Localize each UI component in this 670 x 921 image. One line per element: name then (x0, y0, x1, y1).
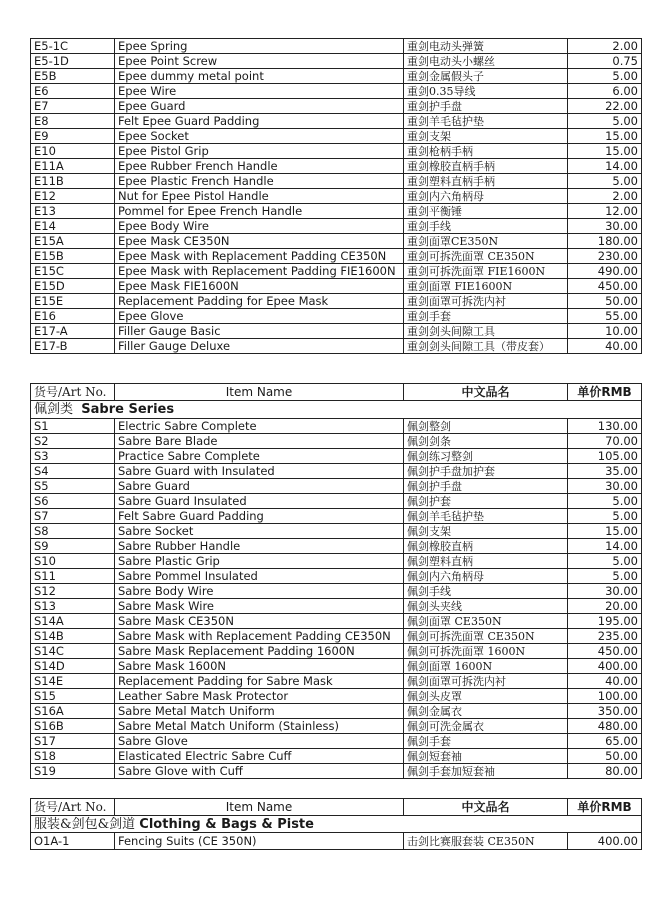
table-row (31, 84, 642, 99)
sabre-price-table (30, 383, 642, 779)
table-row (31, 39, 642, 54)
cell-item-name: Sabre Metal Match Uniform (115, 704, 404, 719)
cell-chinese-name: 重剑手线 (404, 219, 568, 234)
cell-unit-price: 350.00 (568, 704, 642, 719)
cell-unit-price: 55.00 (568, 309, 642, 324)
cell-unit-price: 15.00 (568, 144, 642, 159)
cell-unit-price: 450.00 (568, 279, 642, 294)
cell-chinese-name: 佩剑羊毛毡护垫 (404, 509, 568, 524)
table-row (31, 144, 642, 159)
cell-chinese-name: 佩剑面罩 1600N (404, 659, 568, 674)
cell-art-no: S9 (31, 539, 115, 554)
cell-unit-price: 235.00 (568, 629, 642, 644)
section-title-sabre (31, 401, 642, 419)
table-header-row (31, 799, 642, 816)
cell-item-name: Epee Rubber French Handle (115, 159, 404, 174)
cell-item-name: Sabre Mask Wire (115, 599, 404, 614)
cell-chinese-name: 重剑电动头弹簧 (404, 39, 568, 54)
cell-unit-price: 40.00 (568, 674, 642, 689)
cell-item-name: Sabre Socket (115, 524, 404, 539)
cell-unit-price: 10.00 (568, 324, 642, 339)
cell-art-no: E10 (31, 144, 115, 159)
table-row (31, 114, 642, 129)
cell-unit-price: 12.00 (568, 204, 642, 219)
cell-item-name: Nut for Epee Pistol Handle (115, 189, 404, 204)
cell-art-no: S13 (31, 599, 115, 614)
cell-unit-price: 230.00 (568, 249, 642, 264)
cell-chinese-name: 佩剑可拆洗面罩 CE350N (404, 629, 568, 644)
cell-art-no: S5 (31, 479, 115, 494)
table-row (31, 629, 642, 644)
cell-unit-price: 5.00 (568, 569, 642, 584)
cell-chinese-name: 佩剑手套加短套袖 (404, 764, 568, 779)
cell-item-name: Sabre Bare Blade (115, 434, 404, 449)
table-row (31, 659, 642, 674)
cell-unit-price: 50.00 (568, 294, 642, 309)
cell-art-no: E14 (31, 219, 115, 234)
cell-item-name: Felt Sabre Guard Padding (115, 509, 404, 524)
table-row (31, 704, 642, 719)
cell-item-name: Epee Spring (115, 39, 404, 54)
cell-item-name: Epee Guard (115, 99, 404, 114)
cell-art-no: E17-B (31, 339, 115, 354)
cell-art-no: S14D (31, 659, 115, 674)
cell-item-name: Fencing Suits (CE 350N) (115, 833, 404, 850)
cell-item-name: Pommel for Epee French Handle (115, 204, 404, 219)
header-unit-price: 单价RMB (568, 384, 642, 401)
section-title-en: Sabre Series (81, 402, 175, 417)
table-row (31, 494, 642, 509)
cell-art-no: S17 (31, 734, 115, 749)
cell-item-name: Sabre Mask with Replacement Padding CE350N (115, 629, 404, 644)
cell-item-name: Epee Point Screw (115, 54, 404, 69)
table-row (31, 264, 642, 279)
cell-unit-price: 130.00 (568, 419, 642, 434)
table-row (31, 69, 642, 84)
cell-art-no: O1A-1 (31, 833, 115, 850)
cell-item-name: Epee Socket (115, 129, 404, 144)
cell-chinese-name: 重剑枪柄手柄 (404, 144, 568, 159)
cell-item-name: Epee Glove (115, 309, 404, 324)
cell-chinese-name: 重剑平衡锤 (404, 204, 568, 219)
cell-unit-price: 2.00 (568, 189, 642, 204)
cell-chinese-name: 佩剑手线 (404, 584, 568, 599)
section-title-row (31, 816, 642, 833)
cell-art-no: E15D (31, 279, 115, 294)
cell-art-no: E16 (31, 309, 115, 324)
table-row (31, 449, 642, 464)
cell-unit-price: 480.00 (568, 719, 642, 734)
cell-item-name: Replacement Padding for Sabre Mask (115, 674, 404, 689)
cell-art-no: E5B (31, 69, 115, 84)
cell-art-no: E5-1C (31, 39, 115, 54)
cell-chinese-name: 重剑内六角柄母 (404, 189, 568, 204)
cell-unit-price: 5.00 (568, 174, 642, 189)
cell-unit-price: 5.00 (568, 494, 642, 509)
cell-chinese-name: 重剑护手盘 (404, 99, 568, 114)
cell-item-name: Sabre Mask 1600N (115, 659, 404, 674)
section-title-zh: 佩剑类 (34, 402, 74, 417)
cell-chinese-name: 佩剑面罩可拆洗内衬 (404, 674, 568, 689)
table-row (31, 219, 642, 234)
cell-unit-price: 20.00 (568, 599, 642, 614)
header-unit-price: 单价RMB (568, 799, 642, 816)
cell-art-no: S4 (31, 464, 115, 479)
cell-art-no: S15 (31, 689, 115, 704)
cell-chinese-name: 重剑橡胶直柄手柄 (404, 159, 568, 174)
cell-art-no: E15C (31, 264, 115, 279)
cell-unit-price: 6.00 (568, 84, 642, 99)
cell-unit-price: 22.00 (568, 99, 642, 114)
cell-unit-price: 450.00 (568, 644, 642, 659)
cell-item-name: Sabre Guard Insulated (115, 494, 404, 509)
cell-art-no: S1 (31, 419, 115, 434)
cell-unit-price: 65.00 (568, 734, 642, 749)
cell-chinese-name: 重剑金属假头子 (404, 69, 568, 84)
cell-item-name: Epee Mask FIE1600N (115, 279, 404, 294)
cell-chinese-name: 佩剑橡胶直柄 (404, 539, 568, 554)
cell-art-no: S10 (31, 554, 115, 569)
cell-item-name: Electric Sabre Complete (115, 419, 404, 434)
table-row (31, 614, 642, 629)
cell-unit-price: 2.00 (568, 39, 642, 54)
cell-item-name: Sabre Body Wire (115, 584, 404, 599)
clothing-rows (31, 799, 642, 850)
cell-item-name: Sabre Pommel Insulated (115, 569, 404, 584)
cell-item-name: Sabre Rubber Handle (115, 539, 404, 554)
table-row (31, 309, 642, 324)
cell-chinese-name: 重剑支架 (404, 129, 568, 144)
cell-chinese-name: 重剑面罩可拆洗内衬 (404, 294, 568, 309)
cell-chinese-name: 重剑可拆洗面罩 CE350N (404, 249, 568, 264)
cell-chinese-name: 佩剑内六角柄母 (404, 569, 568, 584)
table-row (31, 734, 642, 749)
cell-art-no: S19 (31, 764, 115, 779)
cell-art-no: E11B (31, 174, 115, 189)
cell-unit-price: 30.00 (568, 219, 642, 234)
cell-chinese-name: 佩剑支架 (404, 524, 568, 539)
cell-art-no: S14B (31, 629, 115, 644)
cell-art-no: S18 (31, 749, 115, 764)
cell-art-no: E7 (31, 99, 115, 114)
sabre-rows (31, 384, 642, 779)
cell-chinese-name: 重剑可拆洗面罩 FIE1600N (404, 264, 568, 279)
cell-chinese-name: 佩剑头皮罩 (404, 689, 568, 704)
cell-item-name: Epee dummy metal point (115, 69, 404, 84)
cell-chinese-name: 佩剑头夹线 (404, 599, 568, 614)
cell-art-no: E9 (31, 129, 115, 144)
table-row (31, 689, 642, 704)
cell-item-name: Filler Gauge Deluxe (115, 339, 404, 354)
cell-art-no: E8 (31, 114, 115, 129)
table-row (31, 599, 642, 614)
cell-chinese-name: 佩剑金属衣 (404, 704, 568, 719)
table-row (31, 833, 642, 850)
cell-item-name: Practice Sabre Complete (115, 449, 404, 464)
cell-item-name: Sabre Mask CE350N (115, 614, 404, 629)
cell-chinese-name: 佩剑可拆洗面罩 1600N (404, 644, 568, 659)
cell-item-name: Felt Epee Guard Padding (115, 114, 404, 129)
cell-art-no: S14C (31, 644, 115, 659)
cell-art-no: S6 (31, 494, 115, 509)
section-title-clothing (31, 816, 642, 833)
cell-item-name: Epee Mask CE350N (115, 234, 404, 249)
cell-item-name: Sabre Guard (115, 479, 404, 494)
cell-chinese-name: 佩剑练习整剑 (404, 449, 568, 464)
cell-chinese-name: 重剑手套 (404, 309, 568, 324)
table-row (31, 434, 642, 449)
cell-unit-price: 80.00 (568, 764, 642, 779)
cell-unit-price: 400.00 (568, 659, 642, 674)
cell-chinese-name: 重剑电动头小螺丝 (404, 54, 568, 69)
cell-item-name: Replacement Padding for Epee Mask (115, 294, 404, 309)
table-row (31, 419, 642, 434)
cell-unit-price: 15.00 (568, 129, 642, 144)
cell-chinese-name: 佩剑剑条 (404, 434, 568, 449)
table-row (31, 189, 642, 204)
table-row (31, 174, 642, 189)
table-row (31, 554, 642, 569)
cell-unit-price: 30.00 (568, 479, 642, 494)
section-title-zh: 服装&剑包&剑道 (34, 816, 136, 832)
cell-unit-price: 100.00 (568, 689, 642, 704)
cell-unit-price: 5.00 (568, 114, 642, 129)
cell-unit-price: 35.00 (568, 464, 642, 479)
header-chinese-name: 中文品名 (404, 384, 568, 401)
table-row (31, 749, 642, 764)
table-row (31, 644, 642, 659)
cell-art-no: E11A (31, 159, 115, 174)
cell-unit-price: 15.00 (568, 524, 642, 539)
cell-art-no: S12 (31, 584, 115, 599)
cell-art-no: S7 (31, 509, 115, 524)
cell-unit-price: 5.00 (568, 554, 642, 569)
cell-chinese-name: 重剑面罩 FIE1600N (404, 279, 568, 294)
table-row (31, 54, 642, 69)
cell-item-name: Sabre Glove with Cuff (115, 764, 404, 779)
cell-item-name: Epee Mask with Replacement Padding FIE1600N (115, 264, 404, 279)
cell-item-name: Sabre Guard with Insulated (115, 464, 404, 479)
cell-item-name: Epee Plastic French Handle (115, 174, 404, 189)
cell-item-name: Sabre Metal Match Uniform (Stainless) (115, 719, 404, 734)
table-row (31, 464, 642, 479)
cell-art-no: E12 (31, 189, 115, 204)
cell-unit-price: 400.00 (568, 833, 642, 850)
table-row (31, 99, 642, 114)
cell-chinese-name: 佩剑短套袖 (404, 749, 568, 764)
table-row (31, 249, 642, 264)
table-row (31, 339, 642, 354)
table-row (31, 234, 642, 249)
cell-unit-price: 14.00 (568, 159, 642, 174)
cell-item-name: Leather Sabre Mask Protector (115, 689, 404, 704)
cell-chinese-name: 重剑剑头间隙工具 (404, 324, 568, 339)
table-row (31, 539, 642, 554)
cell-art-no: S2 (31, 434, 115, 449)
cell-item-name: Epee Mask with Replacement Padding CE350N (115, 249, 404, 264)
cell-chinese-name: 重剑塑料直柄手柄 (404, 174, 568, 189)
table-row (31, 719, 642, 734)
cell-chinese-name: 佩剑手套 (404, 734, 568, 749)
table-row (31, 479, 642, 494)
cell-art-no: S14E (31, 674, 115, 689)
section-title-row (31, 401, 642, 419)
cell-unit-price: 70.00 (568, 434, 642, 449)
epee-price-table (30, 38, 642, 354)
table-row (31, 129, 642, 144)
cell-chinese-name: 重剑面罩CE350N (404, 234, 568, 249)
cell-chinese-name: 佩剑可洗金属衣 (404, 719, 568, 734)
cell-art-no: S14A (31, 614, 115, 629)
cell-chinese-name: 佩剑塑料直柄 (404, 554, 568, 569)
cell-unit-price: 40.00 (568, 339, 642, 354)
cell-item-name: Sabre Plastic Grip (115, 554, 404, 569)
cell-unit-price: 490.00 (568, 264, 642, 279)
header-chinese-name: 中文品名 (404, 799, 568, 816)
table-row (31, 584, 642, 599)
cell-art-no: E15A (31, 234, 115, 249)
table-row (31, 279, 642, 294)
table-row (31, 159, 642, 174)
cell-art-no: S16A (31, 704, 115, 719)
cell-chinese-name: 佩剑护套 (404, 494, 568, 509)
cell-chinese-name: 击剑比赛服套装 CE350N (404, 833, 568, 850)
table-row (31, 204, 642, 219)
cell-item-name: Sabre Mask Replacement Padding 1600N (115, 644, 404, 659)
table-row (31, 569, 642, 584)
cell-art-no: E6 (31, 84, 115, 99)
table-header-row (31, 384, 642, 401)
header-art-no: 货号/Art No. (31, 799, 115, 816)
cell-item-name: Epee Pistol Grip (115, 144, 404, 159)
header-item-name: Item Name (115, 799, 404, 816)
cell-item-name: Sabre Glove (115, 734, 404, 749)
table-row (31, 294, 642, 309)
cell-unit-price: 0.75 (568, 54, 642, 69)
cell-chinese-name: 重剑剑头间隙工具（带皮套） (404, 339, 568, 354)
cell-item-name: Epee Wire (115, 84, 404, 99)
cell-unit-price: 105.00 (568, 449, 642, 464)
cell-art-no: S8 (31, 524, 115, 539)
cell-chinese-name: 佩剑整剑 (404, 419, 568, 434)
section-title-en: Clothing & Bags & Piste (139, 816, 314, 832)
clothing-price-table (30, 798, 642, 850)
cell-unit-price: 14.00 (568, 539, 642, 554)
cell-unit-price: 5.00 (568, 69, 642, 84)
table-row (31, 764, 642, 779)
table-row (31, 509, 642, 524)
header-art-no: 货号/Art No. (31, 384, 115, 401)
cell-art-no: S3 (31, 449, 115, 464)
cell-chinese-name: 佩剑护手盘 (404, 479, 568, 494)
cell-unit-price: 50.00 (568, 749, 642, 764)
table-row (31, 324, 642, 339)
cell-item-name: Epee Body Wire (115, 219, 404, 234)
cell-art-no: E15E (31, 294, 115, 309)
cell-item-name: Elasticated Electric Sabre Cuff (115, 749, 404, 764)
table-row (31, 524, 642, 539)
cell-art-no: E5-1D (31, 54, 115, 69)
cell-art-no: E17-A (31, 324, 115, 339)
cell-item-name: Filler Gauge Basic (115, 324, 404, 339)
cell-art-no: E13 (31, 204, 115, 219)
cell-art-no: S11 (31, 569, 115, 584)
cell-chinese-name: 佩剑护手盘加护套 (404, 464, 568, 479)
epee-rows (31, 39, 642, 354)
cell-art-no: E15B (31, 249, 115, 264)
table-row (31, 674, 642, 689)
cell-chinese-name: 佩剑面罩 CE350N (404, 614, 568, 629)
cell-unit-price: 195.00 (568, 614, 642, 629)
header-item-name: Item Name (115, 384, 404, 401)
cell-unit-price: 30.00 (568, 584, 642, 599)
cell-unit-price: 5.00 (568, 509, 642, 524)
cell-art-no: S16B (31, 719, 115, 734)
cell-unit-price: 180.00 (568, 234, 642, 249)
cell-chinese-name: 重剑羊毛毡护垫 (404, 114, 568, 129)
cell-chinese-name: 重剑0.35导线 (404, 84, 568, 99)
